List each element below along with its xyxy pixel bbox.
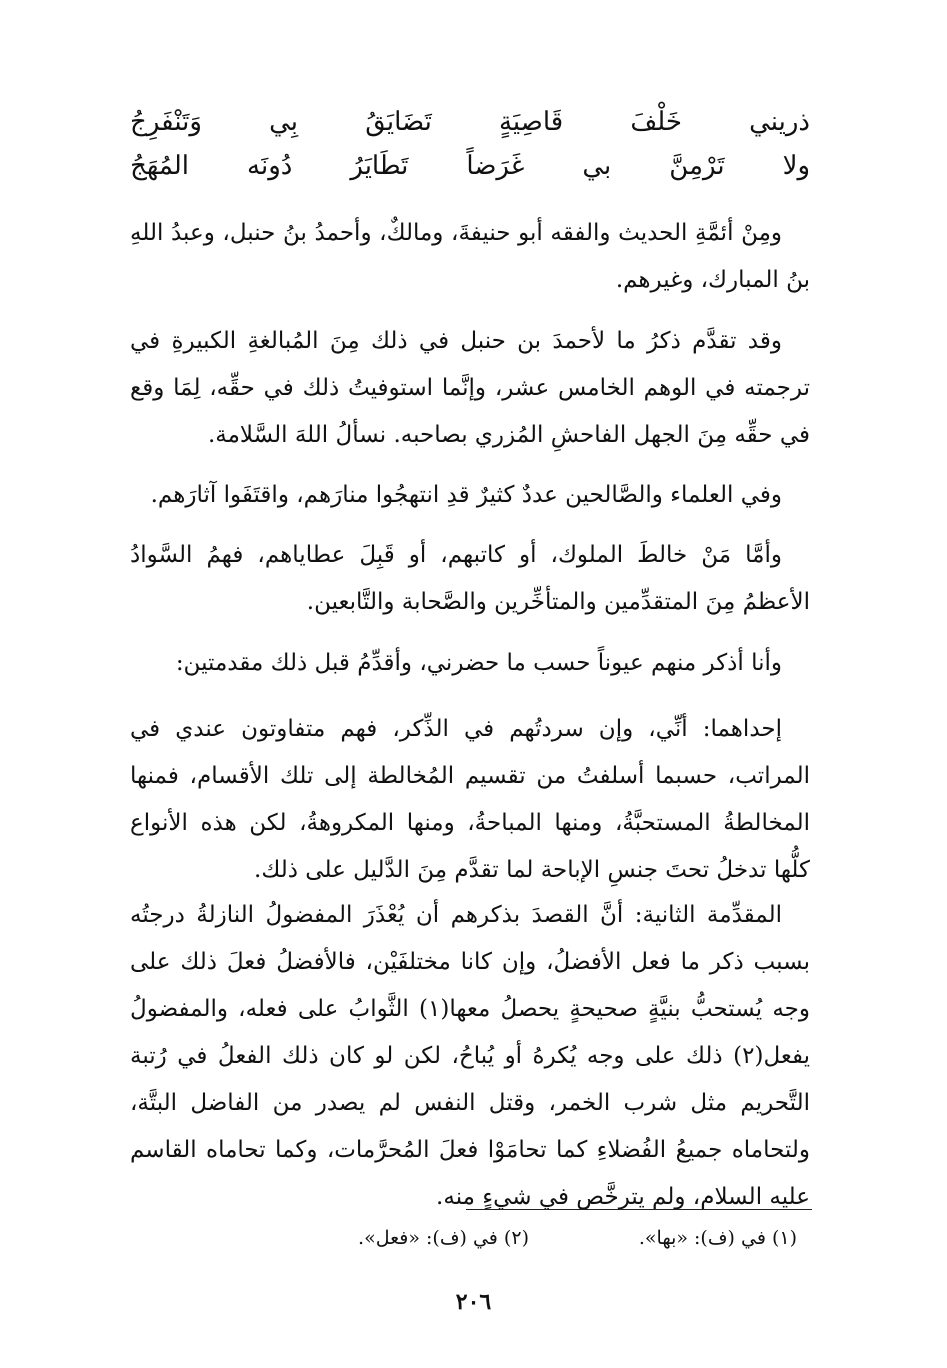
paragraph-second-introduction: المقدِّمة الثانية: أنَّ القصدَ بذكرهم أن يُعْذَرَ المفضولُ النازلةُ درجتُه بسبب ذكر ما فعل الأفضلُ، وإن كانا مختلفَيْن، فالأفضلُ فعلَ ذلك على وجه يُستحبُّ بنيَّةٍ صحيحةٍ يحصلُ معها(١) الثَّوابُ على فعله، والمفضولُ يفعل(٢) ذلك على وجه يُكرهُ أو يُباحُ، لكن لو كان ذلك الفعلُ في رُتبة التَّحريم مثل شرب الخمر، وقتل النفس لم يصدر من الفاضل البتَّة، ولتحاماه جميعُ الفُضلاءِ كما تحامَوْا فعلَ المُحرَّمات، وكما تحاماه القاسم عليه السلام، ولم يترخَّص في شيءٍ منه. [130,902,810,1210]
verse-line-1 [130,100,810,144]
footnote-1: (١) في (ف): «بها». [638,1227,797,1249]
footnote-2: (٢) في (ف): «فعل». [358,1227,529,1249]
verse-word: تَرْمِنَّ [669,151,725,181]
verse-word: تَطَايَرُ [350,151,409,181]
verse-word: ولا [782,151,810,181]
verse-line-2 [130,144,810,188]
verse-word: وَتَنْفَرِجُ [130,107,202,137]
paragraph-kings: وأمَّا مَنْ خالطَ الملوك، أو كاتبهم، أو قَبِلَ عطاياهم، فهمُ السَّوادُ الأعظمُ مِنَ المتقدِّمين والمتأخِّرين والصَّحابة والتَّابعين. [130,542,810,615]
poetry-verse [130,100,810,188]
verse-word: خَلْفَ [630,107,682,137]
verse-word: ذريني [749,107,810,137]
paragraph-ahmad: وقد تقدَّم ذكرُ ما لأحمدَ بن حنبل في ذلك مِنَ المُبالغةِ الكبيرةِ في ترجمته في الوهم الخامس عشر، وإنَّما استوفيتُ ذلك في حقِّه، لِمَا وقع في حقِّه مِنَ الجهل الفاحشِ المُزري بصاحبه. نسألُ اللهَ السَّلامة. [130,328,810,448]
paragraph-two-introductions: وأنا أذكر منهم عيوناً حسب ما حضرني، وأقدِّمُ قبل ذلك مقدمتين: [175,650,782,676]
verse-word: بِي [269,107,299,137]
verse-word: تَضَايَقُ [365,107,432,137]
verse-word: دُونَه [247,151,293,181]
page-number: ٢٠٦ [455,1289,492,1315]
paragraph-imams: ومِنْ أئمَّةِ الحديث والفقه أبو حنيفةَ، ومالكٌ، وأحمدُ بنُ حنبل، وعبدُ اللهِ بنُ المبارك، وغيرهم. [130,220,810,293]
footnote-divider [466,1209,812,1210]
verse-word: غَرَضاً [466,151,525,181]
verse-word: المُهَجُ [130,151,190,181]
paragraph-first-introduction: إحداهما: أنِّي، وإن سردتُهم في الذِّكر، فهم متفاوتون عندي في المراتب، حسبما أسلفتُ من تقسيم المُخالطة إلى تلك الأقسام، فمنها المخالطةُ المستحبَّةُ، ومنها المباحةُ، ومنها المكروهةُ، لكن هذه الأنواع كلُّها تدخلُ تحتَ جنسِ الإباحة لما تقدَّم مِنَ الدَّليل على ذلك. [130,716,810,883]
verse-word: قَاصِيَةٍ [498,107,564,137]
paragraph-scholars: وفي العلماء والصَّالحين عددٌ كثيرٌ قدِ انتهجُوا منارَهم، واقتَفَوا آثارَهم. [150,482,782,508]
verse-word: بي [582,151,612,181]
